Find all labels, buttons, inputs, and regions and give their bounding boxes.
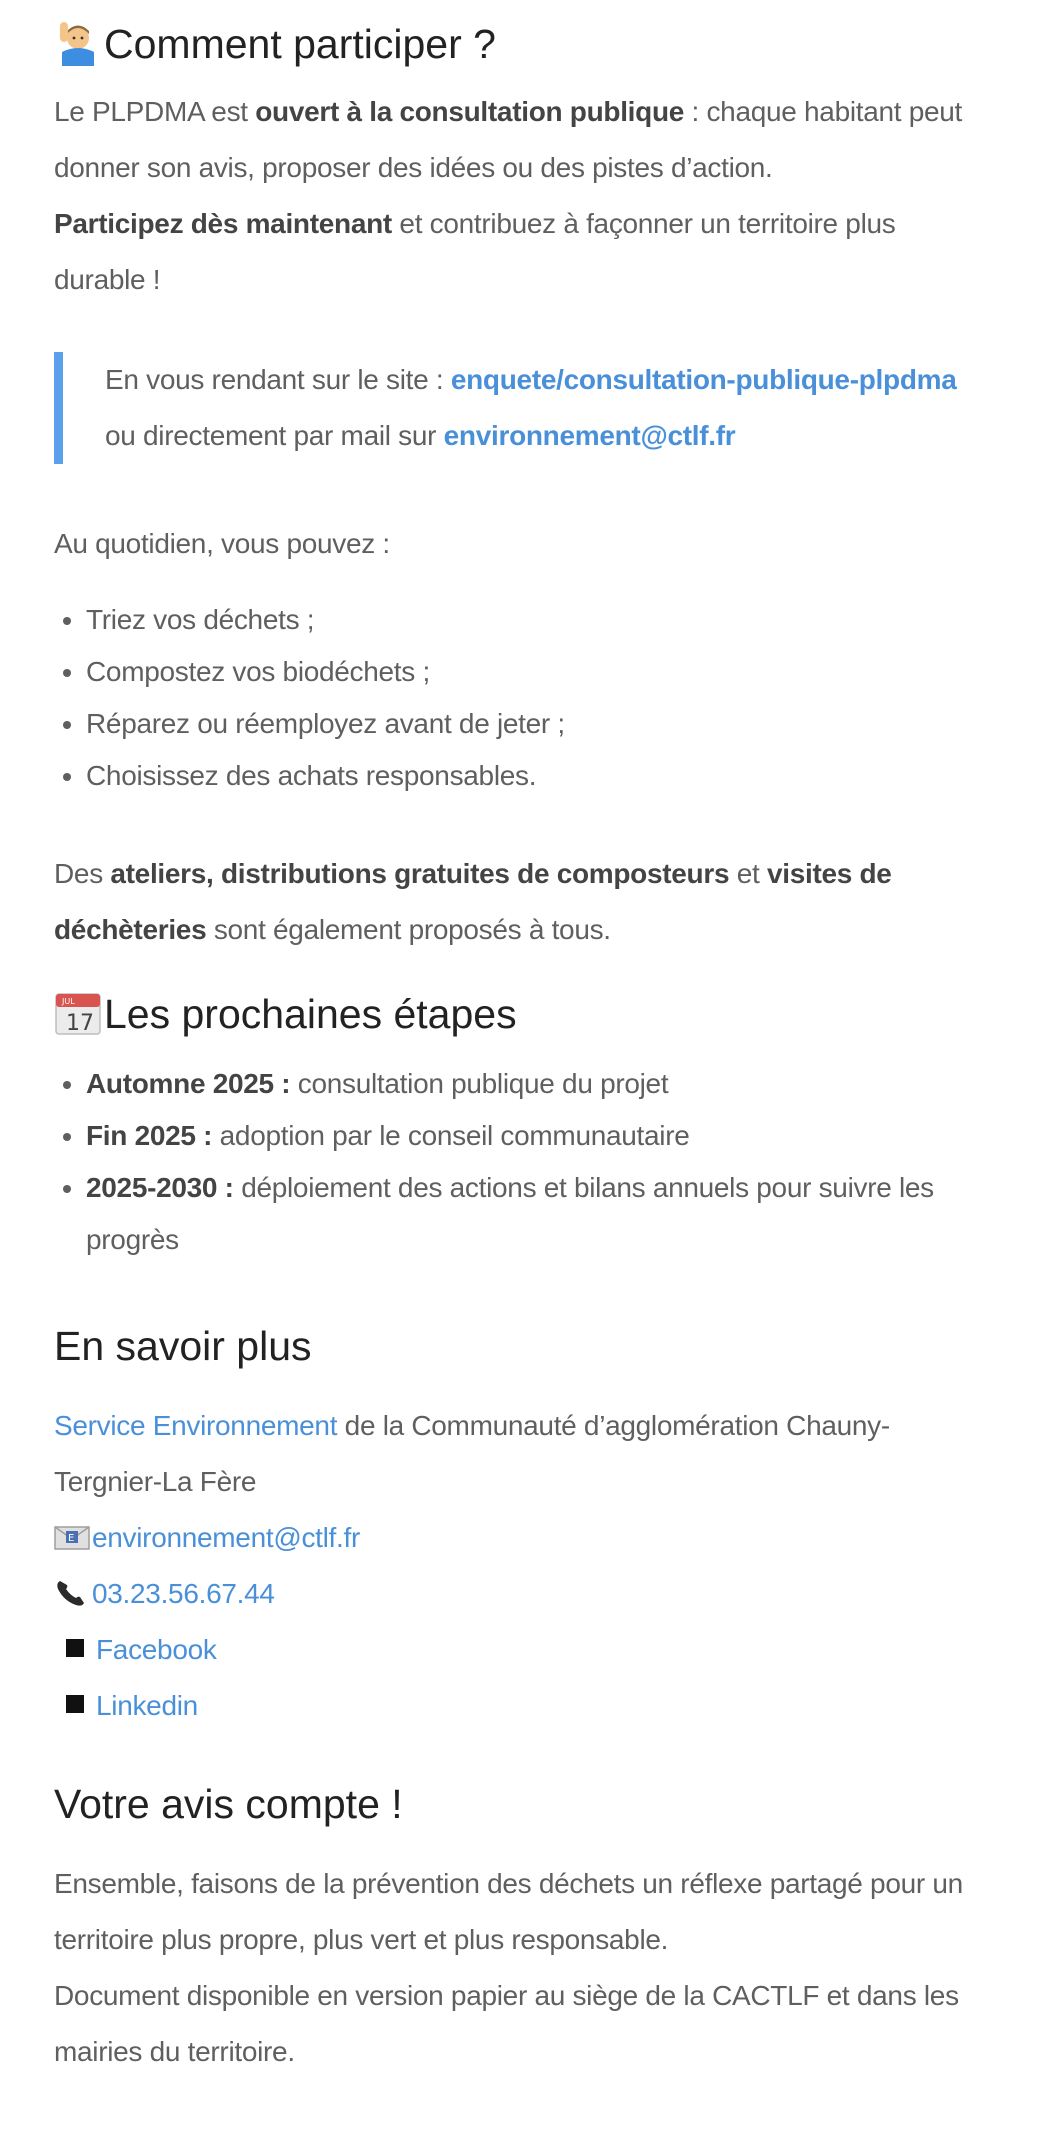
step-label: Automne 2025 : <box>86 1068 291 1099</box>
cta-bold: Participez dès maintenant <box>54 208 392 239</box>
contact-email-row <box>54 1510 980 1566</box>
quote-paragraph <box>105 352 980 464</box>
contact-phone-row <box>54 1566 980 1622</box>
intro-bold: ouvert à la consultation publique <box>255 96 685 127</box>
calendar-icon <box>54 988 102 1036</box>
steps-list <box>54 1058 980 1266</box>
section-title-text: En savoir plus <box>54 1323 312 1369</box>
service-link[interactable]: Service Environnement <box>54 1410 338 1441</box>
cta-text: et contribuez à façonner un territoire plus durable ! <box>54 208 896 295</box>
opinion-paragraph <box>54 1856 980 2080</box>
service-paragraph <box>54 1398 980 1510</box>
svg-text:E: E <box>68 1533 75 1544</box>
consultation-blockquote <box>54 352 980 464</box>
linkedin-link[interactable]: Linkedin <box>96 1690 198 1721</box>
events-text-3: sont également proposés à tous. <box>206 914 611 945</box>
phone-icon <box>54 1577 92 1607</box>
step-label: Fin 2025 : <box>86 1120 213 1151</box>
service-text: de la Communauté d’agglomération Chauny-Tergnier-La Fère <box>54 1410 890 1497</box>
list-item: • Compostez vos biodéchets ; <box>86 646 980 698</box>
consultation-link[interactable]: enquete/consultation-publique-plpdma <box>450 364 957 395</box>
opinion-text-2: Document disponible en version papier au siège de la CACTLF et dans les mairies du territoire. <box>54 1980 959 2067</box>
section-title-text: Votre avis compte ! <box>54 1781 403 1827</box>
square-bullet-icon <box>66 1639 84 1657</box>
events-text: Des <box>54 858 111 889</box>
contact-facebook-row <box>54 1622 980 1678</box>
list-item <box>86 1110 980 1162</box>
person-raising-hand-icon <box>54 18 102 66</box>
section-title-more <box>54 1316 980 1376</box>
square-bullet-icon <box>66 1695 84 1713</box>
step-text: consultation publique du projet <box>290 1068 669 1099</box>
section-title-opinion <box>54 1774 980 1834</box>
daily-actions-list <box>54 594 980 802</box>
facebook-link[interactable]: Facebook <box>96 1634 217 1665</box>
step-label: 2025-2030 : <box>86 1172 234 1203</box>
list-item <box>86 1058 980 1110</box>
intro-text: Le PLPDMA est <box>54 96 256 127</box>
email-icon <box>54 1521 92 1551</box>
section-title-text: Les prochaines étapes <box>104 991 517 1037</box>
events-bold-2: visites de déchèteries <box>54 858 892 945</box>
events-text-2: et <box>729 858 767 889</box>
list-item: • Réparez ou réemployez avant de jeter ; <box>86 698 980 750</box>
section-title-steps <box>54 984 980 1044</box>
contact-phone-link[interactable]: 03.23.56.67.44 <box>92 1578 275 1609</box>
list-item <box>86 1162 980 1266</box>
intro-text-end: : chaque habitant peut donner son avis, proposer des idées ou des pistes d’action. <box>54 96 963 183</box>
list-item: • Triez vos déchets ; <box>86 594 980 646</box>
step-text: adoption par le conseil communautaire <box>212 1120 690 1151</box>
consultation-email-link[interactable]: environnement@ctlf.fr <box>443 420 736 451</box>
section-title-participate <box>54 14 980 74</box>
svg-text:JUL: JUL <box>62 997 75 1006</box>
contact-email-link[interactable]: environnement@ctlf.fr <box>92 1522 361 1553</box>
events-paragraph <box>54 846 980 958</box>
opinion-text-1: Ensemble, faisons de la prévention des déchets un réflexe partagé pour un territoire plus propre, plus vert et plus responsable. <box>54 1868 963 1955</box>
events-bold-1: ateliers, distributions gratuites de composteurs <box>110 858 730 889</box>
daily-intro: Au quotidien, vous pouvez : <box>54 528 390 559</box>
contact-linkedin-row <box>54 1678 980 1734</box>
list-item: • Choisissez des achats responsables. <box>86 750 980 802</box>
quote-text: En vous rendant sur le site : <box>105 364 451 395</box>
section-title-text: Comment participer ? <box>104 21 496 67</box>
svg-text:17: 17 <box>66 1011 94 1036</box>
quote-text-mid: ou directement par mail sur <box>105 420 444 451</box>
intro-paragraph <box>54 84 980 308</box>
step-text: déploiement des actions et bilans annuels pour suivre les progrès <box>86 1172 934 1255</box>
